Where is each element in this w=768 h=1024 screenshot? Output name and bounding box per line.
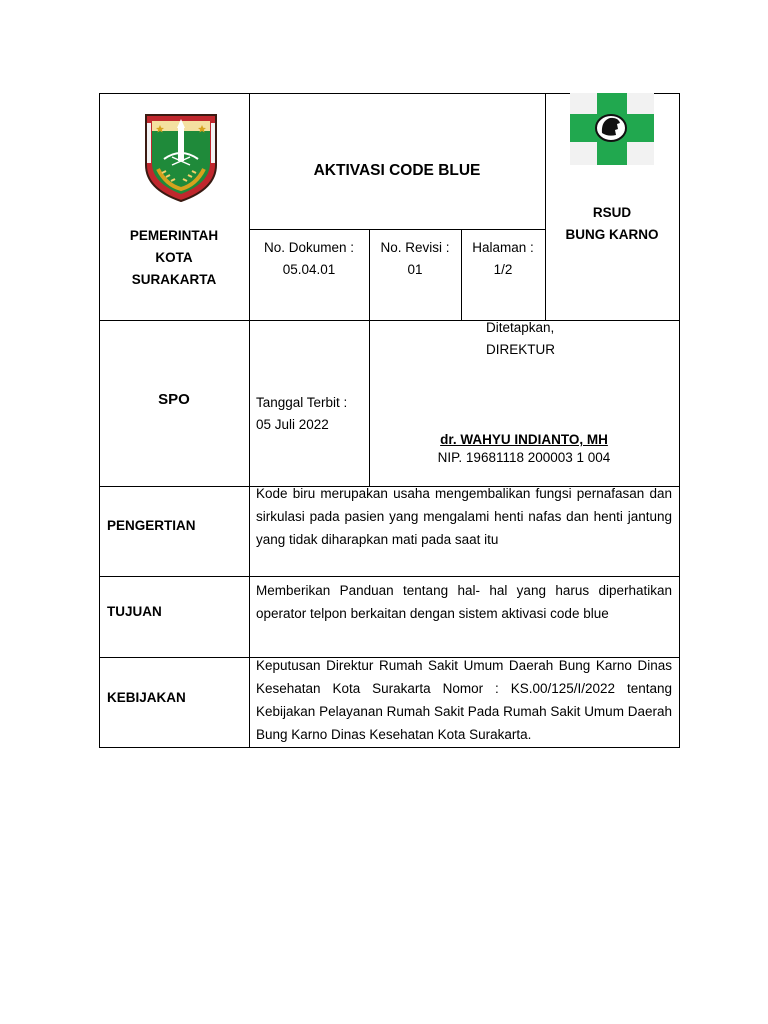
rsud-green-cross-icon	[570, 93, 654, 165]
document-title: AKTIVASI CODE BLUE	[313, 162, 481, 179]
halaman-value: 1/2	[493, 262, 513, 277]
tanggal-terbit-label: Tanggal Terbit :	[256, 395, 348, 410]
table-border-left	[99, 93, 100, 748]
no-dokumen-label: No. Dokumen :	[263, 240, 355, 255]
kebijakan-label: KEBIJAKAN	[107, 690, 186, 705]
spo-document	[99, 93, 680, 748]
title-divider	[249, 229, 545, 230]
no-dokumen-value: 05.04.01	[282, 262, 336, 277]
table-border-bottom	[99, 747, 680, 748]
label-column-divider	[249, 93, 250, 748]
pengertian-divider	[99, 576, 680, 577]
pengertian-label: PENGERTIAN	[107, 518, 196, 533]
surakarta-coat-of-arms-icon	[142, 113, 220, 203]
direktur-name: dr. WAHYU INDIANTO, MH	[440, 432, 608, 447]
halaman-label: Halaman :	[472, 240, 534, 255]
rsud-title: RSUD BUNG KARNO	[565, 205, 659, 242]
tujuan-text: Memberikan Panduan tentang hal- hal yang harus diperhatikan operator telpon berkaitan dengan sistem aktivasi code blue	[256, 583, 672, 621]
pengertian-text: Kode biru merupakan usaha mengembalikan fungsi pernafasan dan sirkulasi pada pasien yang mengalami henti nafas dan henti jantung yang tidak diharapkan mati pada saat itu	[256, 486, 672, 547]
tujuan-label: TUJUAN	[107, 604, 162, 619]
spo-label: SPO	[158, 391, 190, 408]
pemerintah-kota-title: PEMERINTAH KOTA SURAKARTA	[129, 228, 219, 287]
direktur-label: DIREKTUR	[486, 342, 556, 357]
direktur-nip: NIP. 19681118 200003 1 004	[437, 450, 611, 465]
ditetapkan-label: Ditetapkan,	[486, 320, 555, 335]
tanggal-terbit-value: 05 Juli 2022	[256, 417, 329, 432]
kebijakan-text: Keputusan Direktur Rumah Sakit Umum Daerah Bung Karno Dinas Kesehatan Kota Surakarta Nomor : KS.00/125/I/2022 tentang Kebijakan Pelayanan Rumah Sakit Pada Rumah Sakit Umum Daerah Bung Karno Dinas Kesehatan Kota Surakarta.	[256, 658, 672, 742]
no-revisi-label: No. Revisi :	[380, 240, 450, 255]
header-divider	[99, 320, 680, 321]
table-border-right	[679, 93, 680, 748]
no-revisi-value: 01	[407, 262, 423, 277]
